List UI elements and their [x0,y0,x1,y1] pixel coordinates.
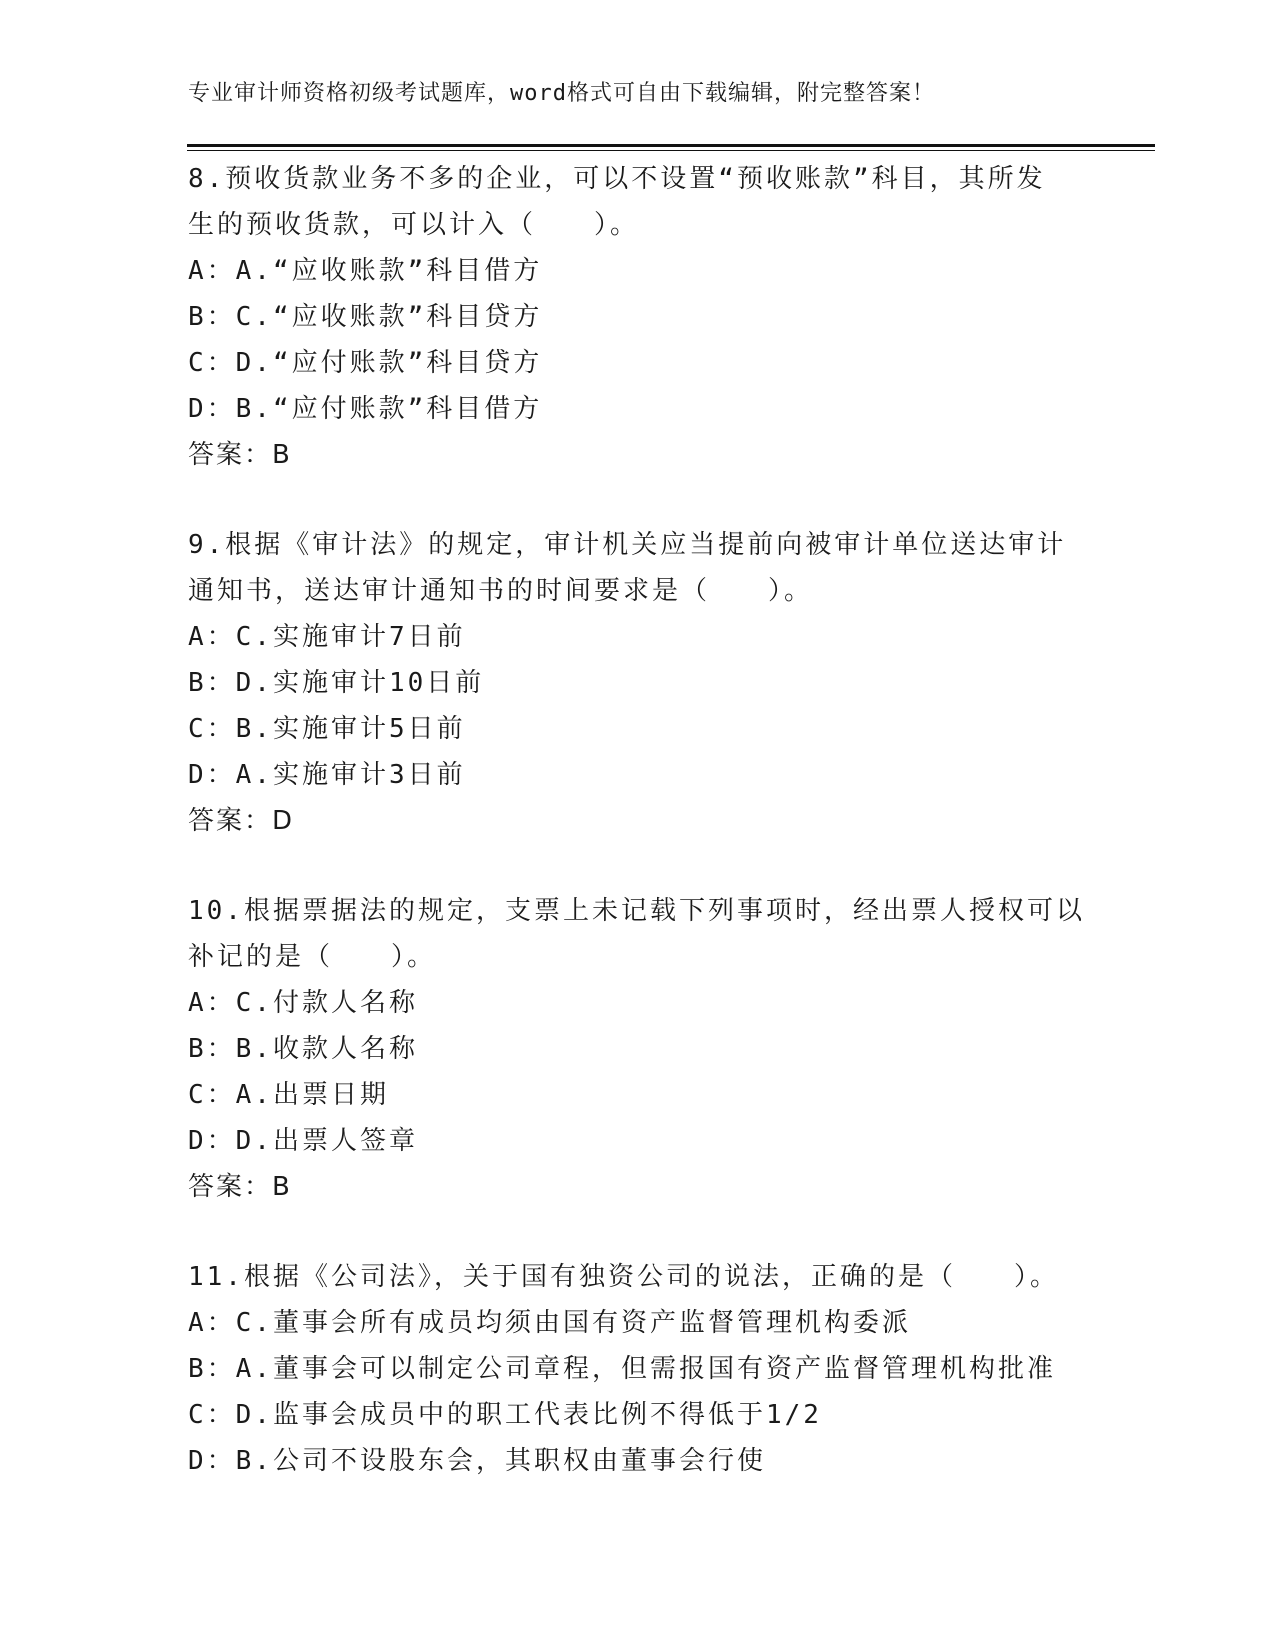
option-b: B：D.实施审计10日前 [188,668,485,698]
option-a: A：C.董事会所有成员均须由国有资产监督管理机构委派 [188,1308,911,1338]
option-d: D：B.公司不设股东会，其职权由董事会行使 [188,1446,766,1476]
answer: 答案：B [188,1172,292,1202]
option-d: D：A.实施审计3日前 [188,760,466,790]
question-11 [188,1254,1128,1484]
option-d: D：B.“应付账款”科目借方 [188,394,543,424]
question-text-line: 补记的是（ ）。 [188,942,437,972]
question-9 [188,522,1128,844]
option-c: C：A.出票日期 [188,1080,389,1110]
answer: 答案：D [188,806,295,836]
spacer [188,844,1128,888]
option-c: C：D.监事会成员中的职工代表比例不得低于1/2 [188,1400,822,1430]
option-c: C：B.实施审计5日前 [188,714,466,744]
option-b: B：B.收款人名称 [188,1034,418,1064]
option-a: A：A.“应收账款”科目借方 [188,256,543,286]
question-text-line: 10.根据票据法的规定，支票上未记载下列事项时，经出票人授权可以 [188,896,1085,926]
header-rule-thick [187,144,1155,147]
question-8 [188,156,1128,478]
page-header: 专业审计师资格初级考试题库，word格式可自由下载编辑，附完整答案！ [188,81,935,106]
option-b: B：C.“应收账款”科目贷方 [188,302,543,332]
option-c: C：D.“应付账款”科目贷方 [188,348,543,378]
question-list [188,156,1128,1484]
question-text-line: 通知书，送达审计通知书的时间要求是（ ）。 [188,576,814,606]
option-b: B：A.董事会可以制定公司章程，但需报国有资产监督管理机构批准 [188,1354,1056,1384]
question-10 [188,888,1128,1210]
question-text-line: 8.预收货款业务不多的企业，可以不设置“预收账款”科目，其所发 [188,164,1046,194]
question-text-line: 生的预收货款，可以计入（ ）。 [188,210,640,240]
question-text-line: 9.根据《审计法》的规定，审计机关应当提前向被审计单位送达审计 [188,530,1067,560]
spacer [188,1210,1128,1254]
answer: 答案：B [188,440,292,470]
option-a: A：C.付款人名称 [188,988,418,1018]
option-a: A：C.实施审计7日前 [188,622,466,652]
question-text-line: 11.根据《公司法》，关于国有独资公司的说法，正确的是（ ）。 [188,1262,1059,1292]
header-rule-thin [187,150,1155,151]
spacer [188,478,1128,522]
option-d: D：D.出票人签章 [188,1126,418,1156]
